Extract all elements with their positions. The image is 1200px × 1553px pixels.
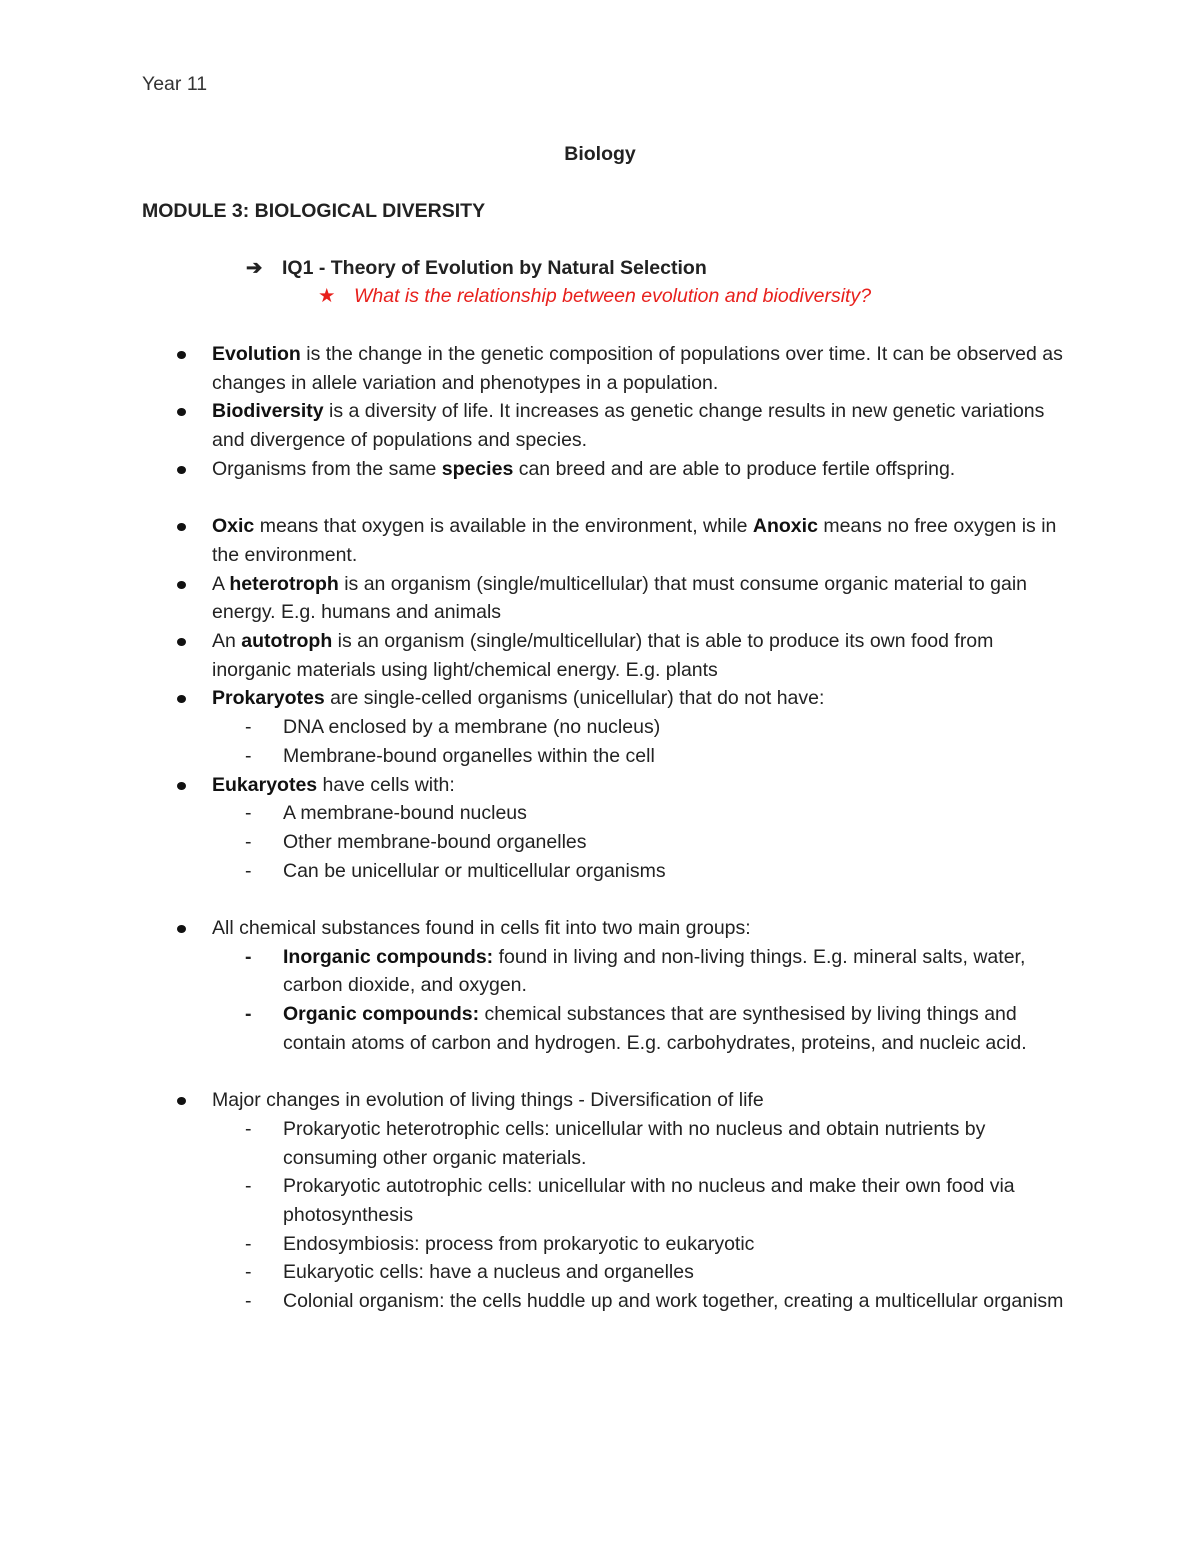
sub-item-text: Membrane-bound organelles within the cell bbox=[283, 744, 655, 767]
dash-marker: - bbox=[245, 1175, 252, 1198]
definition-heterotroph: is an organism (single/multicellular) that must consume organic material to gain energy. E.g. humans and animals bbox=[212, 572, 1027, 624]
spacer bbox=[0, 885, 1200, 914]
list-item-evolution bbox=[0, 340, 1072, 397]
page-title: Biology bbox=[564, 143, 636, 165]
term-eukaryotes: Eukaryotes bbox=[212, 773, 318, 796]
dash-marker: - bbox=[245, 802, 252, 825]
bullet-icon bbox=[177, 581, 186, 589]
sub-item-text: DNA enclosed by a membrane (no nucleus) bbox=[283, 716, 661, 739]
definition-biodiversity: is a diversity of life. It increases as genetic change results in new genetic variations and divergence of populations and species. bbox=[212, 400, 1045, 452]
bullet-icon bbox=[177, 925, 186, 933]
dash-marker: - bbox=[245, 1003, 252, 1026]
heterotroph-prefix: A bbox=[212, 572, 230, 595]
autotroph-prefix: An bbox=[212, 630, 242, 653]
spacer bbox=[0, 484, 1200, 513]
term-prokaryotes: Prokaryotes bbox=[212, 687, 325, 710]
bullet-icon bbox=[177, 351, 186, 359]
bullet-icon bbox=[177, 466, 186, 474]
definition-eukaryotes: have cells with: bbox=[317, 773, 455, 796]
bullet-icon bbox=[177, 638, 186, 646]
term-biodiversity: Biodiversity bbox=[212, 400, 324, 423]
sub-item bbox=[0, 1115, 1073, 1172]
sub-item-organic bbox=[0, 1000, 1073, 1057]
sub-item bbox=[0, 828, 1073, 857]
term-species: species bbox=[441, 457, 514, 480]
definition-species: can breed and are able to produce fertile offspring. bbox=[513, 457, 956, 480]
definition-evolution: is the change in the genetic composition of populations over time. It can be observed as changes in allele variation and phenotypes in a population. bbox=[212, 343, 1063, 394]
header-year: Year 11 bbox=[142, 73, 208, 95]
notes-content bbox=[0, 340, 1200, 1316]
sub-item-text: Prokaryotic autotrophic cells: unicellular with no nucleus and make their own food via photosynthesis bbox=[283, 1175, 1015, 1227]
dash-marker: - bbox=[245, 716, 252, 739]
arrow-icon: ➔ bbox=[246, 257, 263, 279]
sub-item bbox=[0, 1258, 1073, 1287]
spacer bbox=[0, 1058, 1200, 1087]
definition-inorganic-compounds: found in living and non-living things. E.g. mineral salts, water, carbon dioxide, and oxygen. bbox=[283, 945, 1026, 997]
dash-marker: - bbox=[245, 859, 252, 882]
term-organic-compounds: Organic compounds: bbox=[283, 1003, 480, 1026]
bullet-icon bbox=[177, 1097, 186, 1105]
bullet-icon bbox=[177, 695, 186, 703]
term-heterotroph: heterotroph bbox=[229, 572, 339, 595]
list-item-oxic bbox=[0, 512, 1072, 569]
list-item-eukaryotes bbox=[0, 771, 1072, 800]
definition-organic-compounds: chemical substances that are synthesised by living things and contain atoms of carbon and hydrogen. E.g. carbohydrates, proteins, and nucleic acid. bbox=[283, 1003, 1027, 1054]
dash-marker: - bbox=[245, 1232, 252, 1255]
list-item-chemical-substances bbox=[0, 914, 1072, 943]
definition-anoxic: means no free oxygen is in the environment. bbox=[212, 515, 1057, 566]
dash-marker: - bbox=[245, 1290, 252, 1313]
species-prefix: Organisms from the same bbox=[212, 457, 442, 480]
dash-marker: - bbox=[245, 1261, 252, 1284]
bullet-icon bbox=[177, 408, 186, 416]
sub-item bbox=[0, 799, 1073, 828]
sub-item-text: A membrane-bound nucleus bbox=[283, 802, 527, 825]
sub-item bbox=[0, 1287, 1073, 1316]
sub-item-text: Eukaryotic cells: have a nucleus and organelles bbox=[283, 1261, 694, 1284]
sub-item bbox=[0, 1230, 1073, 1259]
list-item-species bbox=[0, 455, 1072, 484]
list-item-prokaryotes bbox=[0, 684, 1072, 713]
sub-item-text: Colonial organism: the cells huddle up and work together, creating a multicellular organism bbox=[283, 1290, 1064, 1313]
definition-prokaryotes: are single-celled organisms (unicellular) that do not have: bbox=[324, 687, 825, 710]
list-item-biodiversity bbox=[0, 397, 1072, 454]
sub-item-inorganic bbox=[0, 943, 1073, 1000]
inquiry-heading-text: IQ1 - Theory of Evolution by Natural Selection bbox=[282, 257, 707, 279]
inquiry-question-text: What is the relationship between evolution and biodiversity? bbox=[354, 285, 872, 307]
term-autotroph: autotroph bbox=[241, 630, 333, 653]
inquiry-heading bbox=[246, 254, 707, 283]
major-changes-text: Major changes in evolution of living things - Diversification of life bbox=[212, 1089, 764, 1112]
sub-item-text: Prokaryotic heterotrophic cells: unicellular with no nucleus and obtain nutrients by consuming other organic materials. bbox=[283, 1117, 986, 1169]
term-anoxic: Anoxic bbox=[752, 515, 818, 538]
definition-autotroph: is an organism (single/multicellular) that is able to produce its own food from inorganic materials using light/chemical energy. E.g. plants bbox=[212, 630, 994, 681]
list-item-major-changes bbox=[0, 1086, 1072, 1115]
bullet-icon bbox=[177, 523, 186, 531]
module-title: MODULE 3: BIOLOGICAL DIVERSITY bbox=[142, 200, 486, 222]
term-inorganic-compounds: Inorganic compounds: bbox=[283, 945, 494, 968]
oxic-middle: means that oxygen is available in the environment, while bbox=[254, 515, 753, 538]
term-oxic: Oxic bbox=[212, 515, 255, 538]
dash-marker: - bbox=[245, 744, 252, 767]
sub-item bbox=[0, 742, 1073, 771]
inquiry-question bbox=[318, 282, 871, 311]
chemical-substances-text: All chemical substances found in cells fit into two main groups: bbox=[212, 917, 751, 940]
dash-marker: - bbox=[245, 830, 252, 853]
term-evolution: Evolution bbox=[212, 343, 301, 365]
bullet-icon bbox=[177, 782, 186, 790]
dash-marker: - bbox=[245, 1117, 252, 1140]
dash-marker: - bbox=[245, 945, 252, 968]
sub-item-text: Other membrane-bound organelles bbox=[283, 830, 587, 853]
sub-item-text: Can be unicellular or multicellular organisms bbox=[283, 859, 666, 882]
sub-item-text: Endosymbiosis: process from prokaryotic to eukaryotic bbox=[283, 1232, 755, 1255]
list-item-autotroph bbox=[0, 627, 1072, 684]
list-item-heterotroph bbox=[0, 570, 1072, 627]
sub-item bbox=[0, 1172, 1073, 1229]
sub-item bbox=[0, 857, 1073, 886]
sub-item bbox=[0, 713, 1073, 742]
star-icon: ★ bbox=[318, 285, 336, 307]
